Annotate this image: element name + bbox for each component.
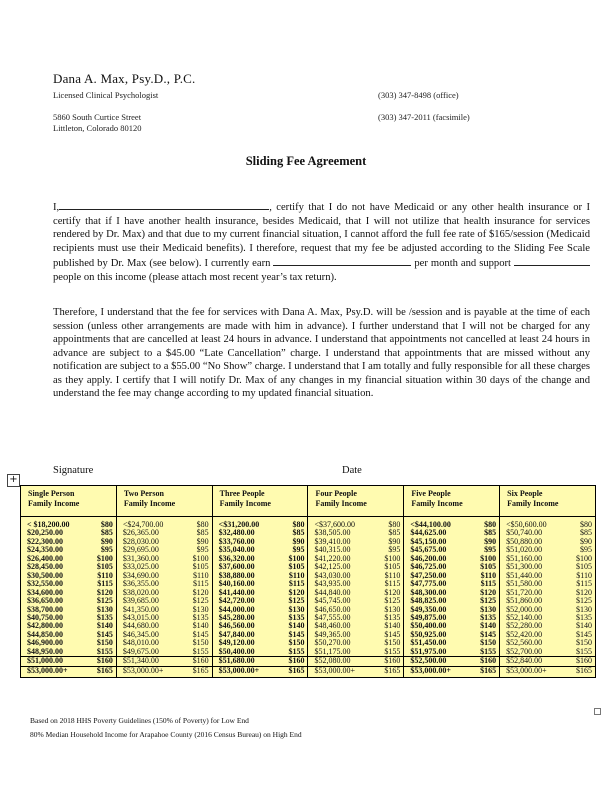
table-row — [506, 657, 592, 665]
income-cell: $32,480.00 — [218, 528, 255, 538]
column-header — [500, 486, 596, 517]
column-header — [212, 486, 308, 517]
fee-cell: $135 — [576, 612, 592, 622]
fee-cell: $120 — [192, 587, 209, 597]
fee-cell: $120 — [96, 587, 113, 597]
dependents-blank[interactable] — [514, 255, 590, 266]
column-header-line: Six People — [507, 489, 543, 498]
fee-cell: $80 — [196, 520, 209, 529]
fee-cell: $150 — [192, 638, 209, 648]
fee-column — [308, 517, 404, 678]
fee-cell: $105 — [192, 562, 209, 572]
fee-cell: $95 — [292, 545, 305, 555]
table-row — [219, 667, 305, 675]
income-cell: $24,350.00 — [27, 545, 63, 555]
income-cell: $43,030.00 — [314, 570, 351, 580]
fee-cell: $140 — [288, 621, 305, 631]
income-cell: $51,175.00 — [314, 646, 351, 656]
fee-cell: $95 — [100, 545, 113, 555]
fee-cell: $120 — [288, 587, 305, 597]
fee-cell: $145 — [480, 629, 497, 639]
income-cell: $34,600.00 — [27, 587, 63, 597]
fee-cell: $140 — [192, 621, 209, 631]
income-cell: $49,875.00 — [410, 612, 447, 622]
fee-cell: $160 — [192, 656, 209, 666]
income-cell: $49,675.00 — [122, 646, 159, 656]
income-cell: $52,000.00 — [506, 604, 543, 614]
fee-cell: $160 — [384, 656, 401, 666]
fax-phone: (303) 347-2011 (facsimile) — [378, 112, 470, 122]
fee-cell: $130 — [192, 604, 209, 614]
income-cell: <$37,600.00 — [314, 520, 355, 529]
income-cell: $30,500.00 — [27, 570, 63, 580]
fee-cell: $160 — [576, 656, 592, 666]
income-cell: $40,750.00 — [27, 612, 63, 622]
income-cell: $49,365.00 — [314, 629, 351, 639]
income-cell: $37,600.00 — [218, 562, 255, 572]
income-cell: <$24,700.00 — [122, 520, 164, 529]
income-cell: $47,775.00 — [410, 579, 447, 589]
fee-cell: $140 — [480, 621, 497, 631]
column-header-line: Five People — [411, 489, 451, 498]
fee-column — [212, 517, 308, 678]
footnote-1: Based on 2018 HHS Poverty Guidelines (150% of Poverty) for Low End — [30, 716, 249, 725]
income-cell: $51,440.00 — [506, 570, 543, 580]
fee-cell: $90 — [580, 536, 592, 546]
fee-cell: $80 — [388, 520, 401, 529]
office-phone: (303) 347-8498 (office) — [378, 90, 459, 100]
credential: Licensed Clinical Psychologist — [53, 90, 159, 100]
fee-cell: $95 — [388, 545, 401, 555]
fee-cell: $110 — [192, 570, 209, 580]
column-header-line: Family Income — [28, 499, 80, 508]
income-cell: $52,420.00 — [506, 629, 543, 639]
column-header — [404, 486, 500, 517]
fee-cell: $120 — [576, 587, 592, 597]
income-cell: $46,200.00 — [410, 553, 447, 563]
fee-cell: $80 — [580, 520, 592, 529]
income-cell: $45,280.00 — [218, 612, 255, 622]
street-address: 5860 South Curtice Street — [53, 112, 142, 122]
fee-cell: $115 — [97, 579, 113, 589]
income-cell: $53,000.00+ — [506, 665, 547, 675]
income-cell: $48,010.00 — [122, 638, 159, 648]
fee-cell: $80 — [100, 520, 113, 529]
fee-cell: $130 — [288, 604, 305, 614]
fee-cell: $105 — [384, 562, 401, 572]
income-cell: $42,125.00 — [314, 562, 351, 572]
income-cell: $44,850.00 — [27, 629, 63, 639]
income-cell: $38,880.00 — [218, 570, 255, 580]
column-header-line: Family Income — [507, 499, 559, 508]
fee-cell: $110 — [97, 570, 113, 580]
income-cell: $50,400.00 — [410, 621, 447, 631]
fee-cell: $165 — [192, 665, 209, 675]
support-text: per month and support — [414, 258, 511, 269]
table-row — [314, 648, 400, 656]
income-cell: $33,025.00 — [122, 562, 159, 572]
fee-cell: $115 — [384, 579, 401, 589]
fee-cell: $155 — [480, 646, 497, 656]
fee-cell: $90 — [388, 536, 401, 546]
fee-cell: $100 — [384, 553, 401, 563]
table-row — [219, 648, 305, 656]
column-header-line: Family Income — [411, 499, 463, 508]
income-cell: $39,410.00 — [314, 536, 351, 546]
income-cell: $50,740.00 — [506, 528, 543, 538]
income-cell: $38,700.00 — [27, 604, 63, 614]
fee-cell: $125 — [288, 596, 305, 606]
fee-cell: $130 — [480, 604, 497, 614]
income-cell: $46,650.00 — [314, 604, 351, 614]
column-header-line: Family Income — [123, 499, 176, 508]
fee-cell: $80 — [292, 520, 305, 529]
certify-i: I, — [53, 202, 60, 213]
table-row — [410, 667, 496, 675]
name-blank[interactable] — [59, 199, 269, 210]
fee-cell: $155 — [96, 646, 113, 656]
income-cell: $29,695.00 — [122, 545, 159, 555]
fee-cell: $135 — [96, 612, 113, 622]
fee-cell: $115 — [192, 579, 209, 589]
fee-cell: $155 — [288, 646, 305, 656]
fee-cell: $100 — [576, 553, 592, 563]
fee-cell: $165 — [96, 665, 113, 675]
income-cell: $46,900.00 — [27, 638, 63, 648]
income-cell: $39,685.00 — [122, 596, 159, 606]
column-header-line: Four People — [315, 489, 357, 498]
table-row — [27, 667, 113, 675]
table-row — [506, 648, 592, 656]
income-cell: $44,000.00 — [218, 604, 255, 614]
fee-cell: $125 — [384, 596, 401, 606]
practice-name: Dana A. Max, Psy.D., P.C. — [53, 71, 196, 86]
income-cell: $42,720.00 — [218, 596, 255, 606]
table-row — [27, 657, 113, 665]
income-cell: $26,365.00 — [122, 528, 159, 538]
fee-cell: $95 — [196, 545, 209, 555]
table-row — [506, 667, 592, 675]
income-cell: $40,315.00 — [314, 545, 351, 555]
income-cell: $35,040.00 — [218, 545, 255, 555]
fee-cell: $150 — [384, 638, 401, 648]
income-cell: $36,650.00 — [27, 596, 63, 606]
fee-cell: $90 — [196, 536, 209, 546]
income-cell: $52,840.00 — [506, 656, 543, 666]
column-header — [308, 486, 404, 517]
fee-column — [404, 517, 500, 678]
certification-paragraph — [53, 199, 590, 284]
fee-cell: $85 — [388, 528, 401, 538]
fee-cell: $150 — [576, 638, 592, 648]
fee-cell: $155 — [192, 646, 209, 656]
fee-cell: $125 — [96, 596, 113, 606]
fee-cell: $135 — [480, 612, 497, 622]
fee-cell: $145 — [576, 629, 592, 639]
income-cell: $51,975.00 — [410, 646, 447, 656]
income-cell: $41,220.00 — [314, 553, 351, 563]
fee-cell: $130 — [384, 604, 401, 614]
resize-handle[interactable] — [594, 708, 601, 715]
income-cell: $51,000.00 — [27, 656, 63, 666]
income-cell: $50,400.00 — [218, 646, 255, 656]
income-cell: $47,555.00 — [314, 612, 351, 622]
income-cell: $41,440.00 — [218, 587, 255, 597]
column-header-line: Two Person — [123, 489, 164, 498]
income-cell: $50,925.00 — [410, 629, 447, 639]
income-cell: $20,250.00 — [27, 528, 63, 538]
monthly-income-blank[interactable] — [273, 255, 411, 266]
income-cell: $32,550.00 — [27, 579, 63, 589]
fee-column — [500, 517, 596, 678]
income-cell: $51,680.00 — [218, 656, 255, 666]
fee-cell: $145 — [288, 629, 305, 639]
income-cell: $40,160.00 — [218, 579, 255, 589]
fee-cell: $100 — [480, 553, 497, 563]
fee-cell: $165 — [384, 665, 401, 675]
income-cell: $51,160.00 — [506, 553, 543, 563]
fee-cell: $160 — [288, 656, 305, 666]
fee-cell: $120 — [480, 587, 497, 597]
certify-text: , certify that I do not have Medicaid or any other health insurance or I certify that if I have another health insurance, besides Medicaid, that I will not utilize that health insurance for services rendered by Dr. Max) and that due to my current financial situation, I cannot afford the full fee rate of $165/session (Medicaid recipients must use their Medicaid benefits). I therefore, request that my fee be adjusted according to the Sliding Fee Scale published by Dr. Max (see below). I currently earn — [53, 202, 590, 269]
fee-cell: $105 — [288, 562, 305, 572]
table-row — [410, 657, 496, 665]
fee-cell: $105 — [480, 562, 497, 572]
income-cell: $49,120.00 — [218, 638, 255, 648]
fee-cell: $90 — [100, 536, 113, 546]
income-cell: $53,000.00+ — [218, 665, 260, 675]
fee-cell: $90 — [484, 536, 497, 546]
income-cell: $36,355.00 — [122, 579, 159, 589]
fee-cell: $85 — [484, 528, 497, 538]
fee-cell: $115 — [576, 579, 592, 589]
income-cell: $50,270.00 — [314, 638, 351, 648]
income-cell: $48,460.00 — [314, 621, 351, 631]
table-row — [314, 667, 400, 675]
document-title: Sliding Fee Agreement — [245, 154, 367, 168]
income-cell: $45,150.00 — [410, 536, 447, 546]
income-cell: $52,140.00 — [506, 612, 543, 622]
fee-cell: $145 — [384, 629, 401, 639]
income-cell: $44,625.00 — [410, 528, 447, 538]
table-row — [123, 667, 209, 675]
fee-cell: $95 — [484, 545, 497, 555]
income-cell: <$44,100.00 — [410, 520, 451, 529]
income-cell: $38,505.00 — [314, 528, 351, 538]
fee-cell: $135 — [384, 612, 401, 622]
income-cell: $47,250.00 — [410, 570, 447, 580]
fee-cell: $165 — [480, 665, 497, 675]
fee-cell: $80 — [484, 520, 497, 529]
table-row — [27, 648, 113, 656]
income-cell: $44,680.00 — [122, 621, 159, 631]
table-header-row — [21, 486, 596, 517]
fee-cell: $105 — [96, 562, 113, 572]
income-cell: $51,720.00 — [506, 587, 543, 597]
fee-cell: $150 — [96, 638, 113, 648]
income-cell: $51,580.00 — [506, 579, 543, 589]
fee-column — [21, 517, 117, 678]
tax-return-text: people on this income (please attach most recent year’s tax return). — [53, 271, 337, 283]
income-cell: $43,015.00 — [122, 612, 159, 622]
fee-cell: $115 — [480, 579, 497, 589]
fee-cell: $85 — [580, 528, 592, 538]
fee-cell: $95 — [580, 545, 592, 555]
fee-cell: $145 — [96, 629, 113, 639]
income-cell: $45,745.00 — [314, 596, 351, 606]
fee-cell: $160 — [480, 656, 497, 666]
city-address: Littleton, Colorado 80120 — [53, 123, 142, 133]
column-header-line: Three People — [219, 489, 265, 498]
income-cell: <$50,600.00 — [506, 520, 547, 529]
income-cell: $46,560.00 — [218, 621, 255, 631]
table-row — [219, 657, 305, 665]
fee-cell: $125 — [192, 596, 209, 606]
income-cell: $28,030.00 — [122, 536, 159, 546]
income-cell: $52,560.00 — [506, 638, 543, 648]
income-cell: $26,400.00 — [27, 553, 63, 563]
income-cell: $51,340.00 — [122, 656, 159, 666]
income-cell: $38,020.00 — [122, 587, 159, 597]
fee-cell: $110 — [480, 570, 497, 580]
date-label: Date — [342, 465, 362, 476]
fee-cell: $160 — [96, 656, 113, 666]
income-cell: $22,300.00 — [27, 536, 63, 546]
fee-cell: $85 — [100, 528, 113, 538]
fee-cell: $105 — [576, 562, 592, 572]
income-cell: $51,020.00 — [506, 545, 543, 555]
fee-cell: $100 — [96, 553, 113, 563]
fee-cell: $110 — [576, 570, 592, 580]
income-cell: $51,450.00 — [410, 638, 447, 648]
income-cell: $47,840.00 — [218, 629, 255, 639]
income-cell: $53,000.00+ — [314, 665, 355, 675]
fee-cell: $130 — [96, 604, 113, 614]
fee-cell: $110 — [288, 570, 305, 580]
fee-cell: $110 — [384, 570, 401, 580]
income-cell: <$31,200.00 — [218, 520, 260, 529]
column-header — [21, 486, 117, 517]
income-cell: $51,860.00 — [506, 596, 543, 606]
income-cell: $28,450.00 — [27, 562, 63, 572]
fee-cell: $125 — [576, 596, 592, 606]
income-cell: $46,345.00 — [122, 629, 159, 639]
fee-cell: $140 — [384, 621, 401, 631]
income-cell: < $18,200.00 — [27, 520, 70, 529]
income-cell: $42,800.00 — [27, 621, 63, 631]
terms-paragraph — [53, 306, 590, 401]
income-cell: $53,000.00+ — [27, 665, 68, 675]
income-cell: $48,825.00 — [410, 596, 447, 606]
fee-cell: $115 — [288, 579, 305, 589]
fee-cell: $150 — [480, 638, 497, 648]
income-cell: $43,935.00 — [314, 579, 351, 589]
table-row — [123, 648, 209, 656]
fee-cell: $100 — [288, 553, 305, 563]
income-cell: $48,300.00 — [410, 587, 447, 597]
income-cell: $48,950.00 — [27, 646, 63, 656]
fee-cell: $100 — [192, 553, 209, 563]
income-cell: $53,000.00+ — [122, 665, 164, 675]
plus-icon[interactable]: + — [7, 474, 20, 487]
income-cell: $31,360.00 — [122, 553, 159, 563]
fee-cell: $140 — [576, 621, 592, 631]
fee-cell: $90 — [292, 536, 305, 546]
income-cell: $34,690.00 — [122, 570, 159, 580]
income-cell: $53,000.00+ — [410, 665, 451, 675]
fee-cell: $120 — [384, 587, 401, 597]
income-cell: $49,350.00 — [410, 604, 447, 614]
income-cell: $41,350.00 — [122, 604, 159, 614]
table-row — [123, 657, 209, 665]
column-header — [116, 486, 212, 517]
income-cell: $52,080.00 — [314, 656, 351, 666]
fee-column — [116, 517, 212, 678]
income-cell: $45,675.00 — [410, 545, 447, 555]
fee-cell: $125 — [480, 596, 497, 606]
terms-text: Therefore, I understand that the fee for services with Dana A. Max, Psy.D. will be /session and is payable at the time of each session (unless other arrangements are made with him in advance). I further understand that I will not be charged for any appointments that are cancelled at least 24 hours in advance. I understand that appointments not cancelled at least 24 hours in advance are subject to a $45.00 “Late Cancellation” charge. I understand that appointments that are missed without any notification are subject to a $55.00 “No Show” charge. I understand that I am totally and fully responsible for all these charges as they apply. I certify that I will notify Dr. Max of any changes in my financial situation within 30 days of the change and understand the fee may change according to my updated financial situation. — [53, 307, 590, 399]
signature-label: Signature — [53, 465, 94, 476]
fee-cell: $155 — [384, 646, 401, 656]
column-header-line: Family Income — [315, 499, 367, 508]
fee-cell: $130 — [576, 604, 592, 614]
income-cell: $51,300.00 — [506, 562, 543, 572]
fee-cell: $145 — [192, 629, 209, 639]
fee-cell: $150 — [288, 638, 305, 648]
column-header-line: Family Income — [219, 499, 271, 508]
sliding-fee-table — [20, 485, 596, 678]
income-cell: $50,880.00 — [506, 536, 543, 546]
income-cell: $52,500.00 — [410, 656, 447, 666]
fee-cell: $85 — [292, 528, 305, 538]
fee-cell: $140 — [96, 621, 113, 631]
table-row — [314, 657, 400, 665]
income-cell: $44,840.00 — [314, 587, 351, 597]
table-body-row — [21, 517, 596, 678]
fee-cell: $135 — [192, 612, 209, 622]
fee-cell: $85 — [196, 528, 209, 538]
income-cell: $52,280.00 — [506, 621, 543, 631]
fee-cell: $165 — [576, 665, 592, 675]
column-header-line: Single Person — [28, 489, 75, 498]
income-cell: $46,725.00 — [410, 562, 447, 572]
fee-cell: $165 — [288, 665, 305, 675]
table-row — [410, 648, 496, 656]
fee-cell: $155 — [576, 646, 592, 656]
income-cell: $33,760.00 — [218, 536, 255, 546]
fee-cell: $135 — [288, 612, 305, 622]
footnote-2: 80% Median Household Income for Arapahoe County (2016 Census Bureau) on High End — [30, 730, 302, 739]
income-cell: $36,320.00 — [218, 553, 255, 563]
income-cell: $52,700.00 — [506, 646, 543, 656]
